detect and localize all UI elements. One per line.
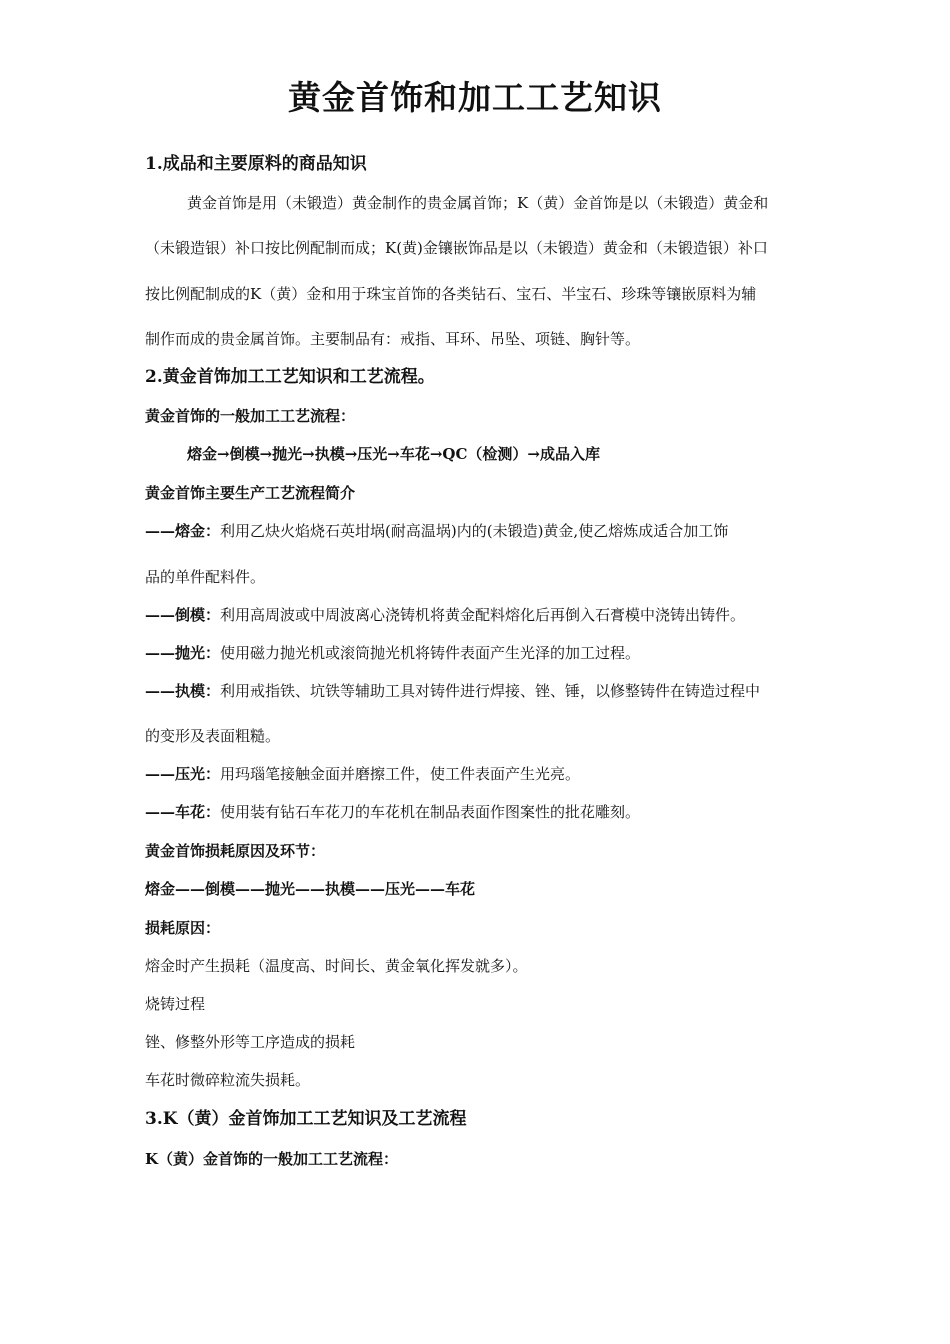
section-3-heading: 3.K（黄）金首饰加工工艺知识及工艺流程	[145, 1109, 467, 1129]
step-text: 利用高周波或中周波离心浇铸机将黄金配料熔化后再倒入石膏模中浇铸出铸件。	[220, 606, 746, 624]
section-1-para-line: 按比例配制成的K（黄）金和用于珠宝首饰的各类钻石、宝石、半宝石、珍珠等镶嵌原料为辅	[145, 285, 757, 303]
step-finishing-cont: 的变形及表面粗糙。	[145, 727, 281, 745]
step-polishing	[145, 642, 810, 664]
reason-label: 损耗原因：	[145, 919, 221, 937]
section-1-para-line: 制作而成的贵金属首饰。主要制品有：戒指、耳环、吊坠、项链、胸针等。	[145, 330, 641, 348]
step-melting	[145, 520, 810, 542]
step-engraving	[145, 801, 810, 823]
step-name: ——熔金：	[145, 522, 221, 540]
section-1-para-line: 黄金首饰是用（未锻造）黄金制作的贵金属首饰；K（黄）金首饰是以（未锻造）黄金和	[187, 194, 769, 212]
page-title: 黄金首饰和加工工艺知识	[288, 78, 662, 117]
section-1-heading: 1.成品和主要原料的商品知识	[145, 154, 367, 174]
process-flow: 熔金→倒模→抛光→执模→压光→车花→QC（检测）→成品入库	[187, 445, 600, 463]
step-name: ——车花：	[145, 803, 221, 821]
step-finishing	[145, 680, 810, 702]
step-name: ——倒模：	[145, 606, 221, 624]
step-text: 使用磁力抛光机或滚筒抛光机将铸件表面产生光泽的加工过程。	[220, 644, 641, 662]
loss-label: 黄金首饰损耗原因及环节：	[145, 842, 326, 860]
step-name: ——抛光：	[145, 644, 221, 662]
loss-chain: 熔金——倒模——抛光——执模——压光——车花	[145, 880, 476, 898]
step-name: ——压光：	[145, 765, 221, 783]
flow-label: 黄金首饰的一般加工工艺流程：	[145, 407, 356, 425]
step-text: 使用装有钻石车花刀的车花机在制品表面作图案性的批花雕刻。	[220, 803, 641, 821]
step-casting	[145, 604, 810, 626]
intro-label: 黄金首饰主要生产工艺流程简介	[145, 484, 356, 502]
section-3-flow-label: K（黄）金首饰的一般加工工艺流程：	[145, 1150, 399, 1168]
step-text: 用玛瑙笔接触金面并磨擦工件，使工件表面产生光亮。	[220, 765, 581, 783]
reason-item: 车花时微碎粒流失损耗。	[145, 1071, 311, 1089]
reason-item: 烧铸过程	[145, 995, 206, 1013]
step-melting-cont: 品的单件配料件。	[145, 568, 266, 586]
step-text: 利用乙炔火焰烧石英坩埚(耐高温埚)内的(未锻造)黄金,使乙熔炼成适合加工饰	[220, 522, 729, 540]
reason-item: 锉、修整外形等工序造成的损耗	[145, 1033, 356, 1051]
step-name: ——执模：	[145, 682, 221, 700]
step-burnishing	[145, 763, 810, 785]
section-2-heading: 2.黄金首饰加工工艺知识和工艺流程。	[145, 367, 435, 387]
reason-item: 熔金时产生损耗（温度高、时间长、黄金氧化挥发就多）。	[145, 957, 528, 975]
step-text: 利用戒指铁、坑铁等辅助工具对铸件进行焊接、锉、锤，以修整铸件在铸造过程中	[220, 682, 761, 700]
section-1-para-line: （未锻造银）补口按比例配制而成；K(黄)金镶嵌饰品是以（未锻造）黄金和（未锻造银）补口	[145, 239, 768, 257]
